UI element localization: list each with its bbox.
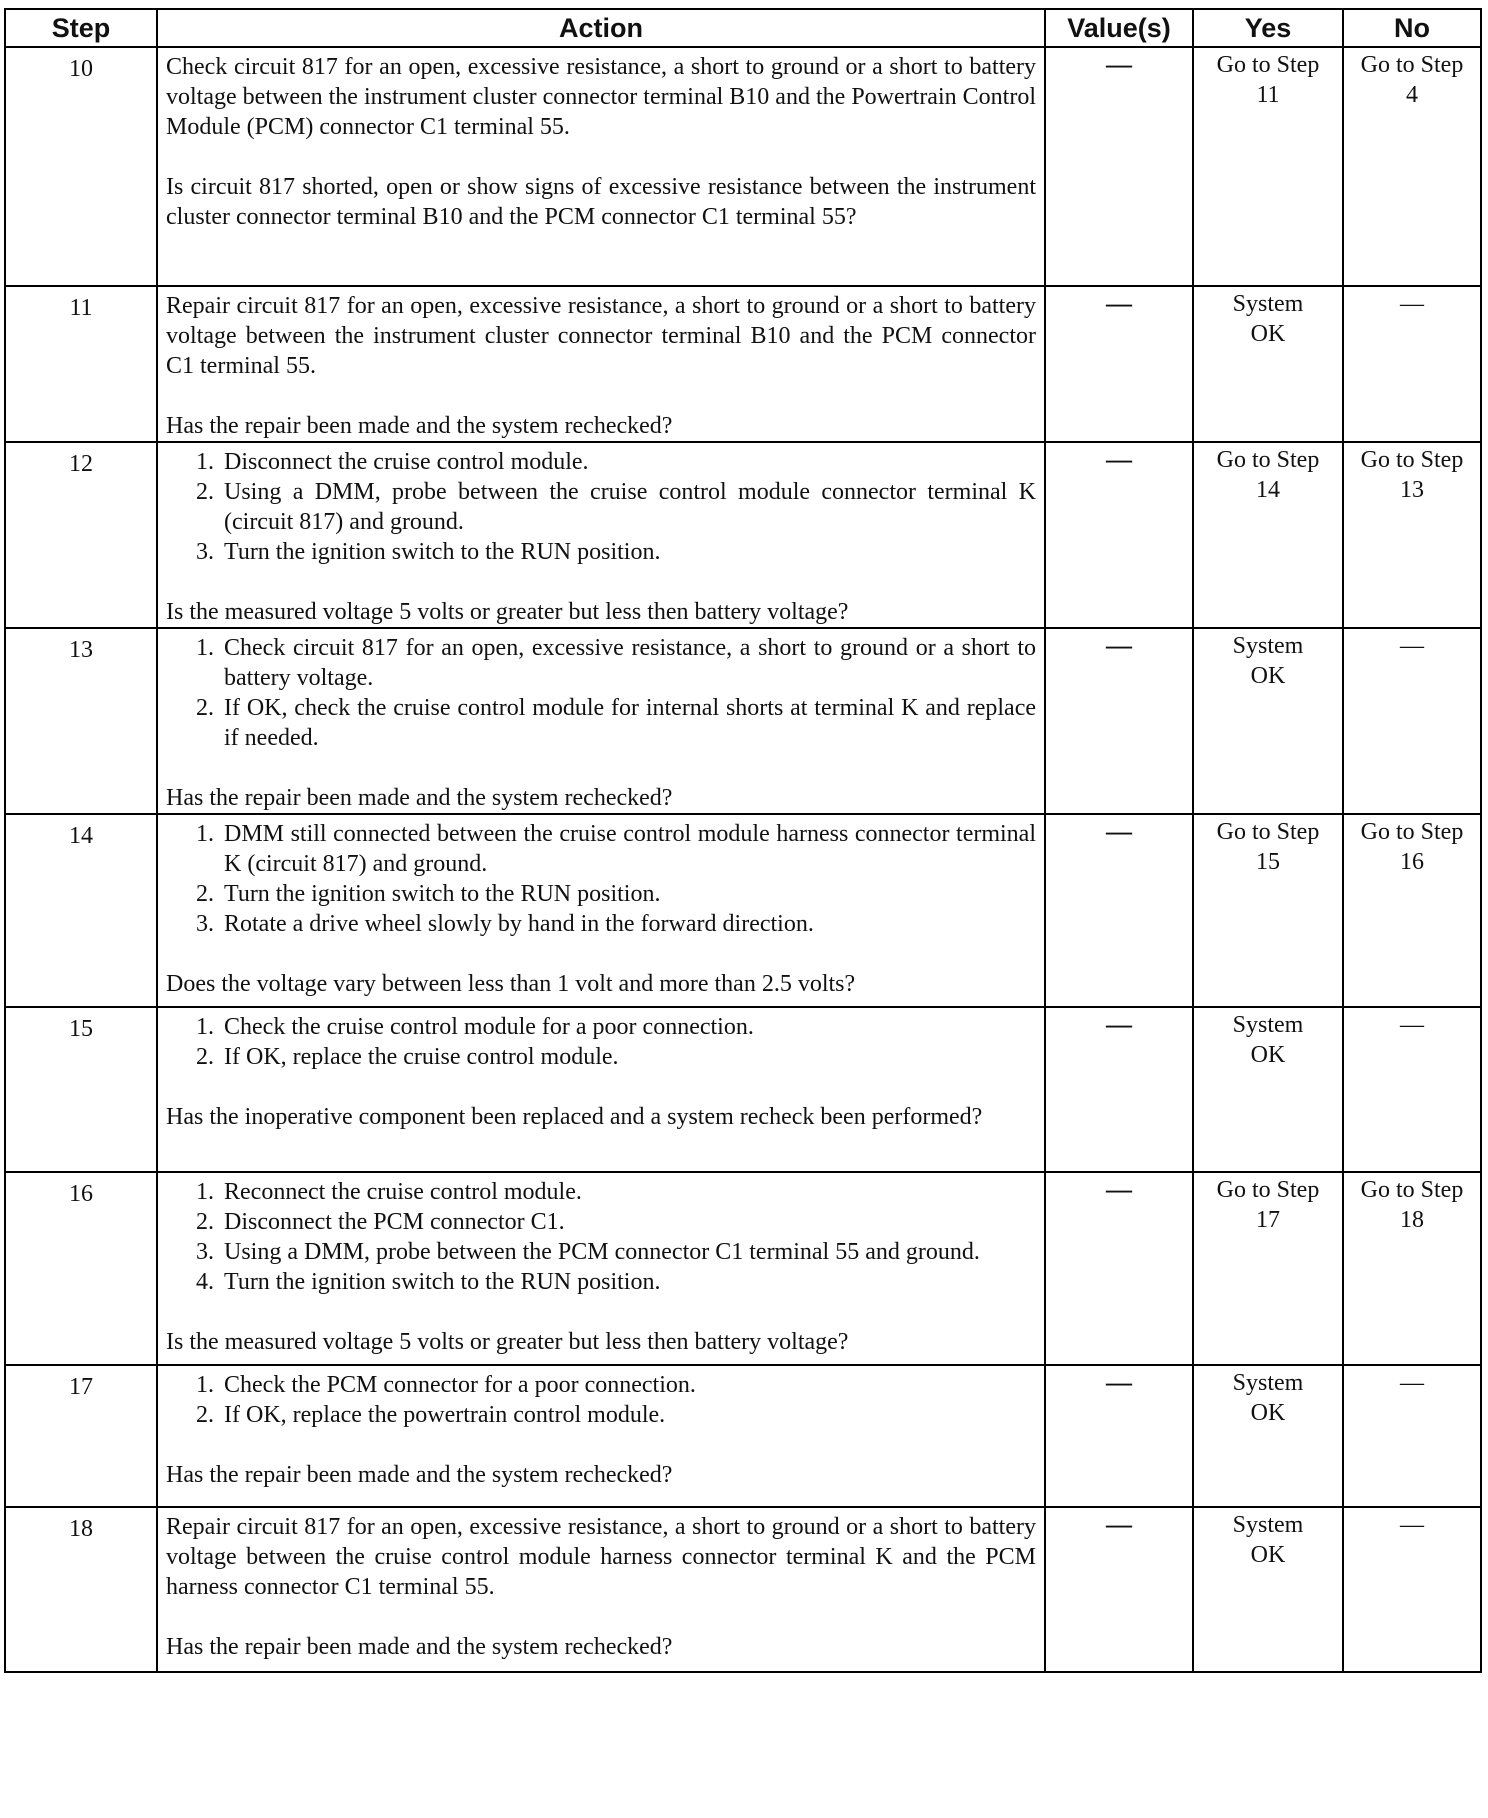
action-step-item: 3. Turn the ignition switch to the RUN position. [220,537,1036,567]
header-row [5,9,1481,47]
header-yes: Yes [1193,9,1343,47]
no-result [1343,47,1481,286]
yes-result-line: OK [1250,321,1286,347]
yes-result-line: OK [1250,1542,1286,1568]
action-steps-list [166,447,1036,567]
action-question: Has the repair been made and the system rechecked? [166,1462,673,1488]
table-row [5,814,1481,1007]
action-question: Does the voltage vary between less than 1 volt and more than 2.5 volts? [166,971,856,997]
action-steps-list [166,633,1036,753]
no-result-line: — [1400,633,1424,659]
table-row [5,1507,1481,1672]
action-steps-list [166,1370,1036,1430]
action-question: Has the repair been made and the system rechecked? [166,413,673,439]
yes-result-line: OK [1250,1400,1286,1426]
action-step-item: 1. Check the cruise control module for a poor connection. [220,1012,1036,1042]
action-text: Repair circuit 817 for an open, excessive resistance, a short to ground or a short to battery voltage between the instrument cluster connector terminal B10 and the PCM connector C1 terminal 55. [166,293,1036,379]
no-result-line: Go to Step [1360,447,1464,473]
action-step-item: 1. Check circuit 817 for an open, excessive resistance, a short to ground or a short to battery voltage. [220,633,1036,693]
action-step-item: 2. Using a DMM, probe between the cruise control module connector terminal K (circuit 817) and ground. [220,477,1036,537]
no-result [1343,628,1481,814]
no-result [1343,1007,1481,1172]
action-step-item: 1. Reconnect the cruise control module. [220,1177,1036,1207]
header-values: Value(s) [1045,9,1193,47]
action-cell [157,814,1045,1007]
no-result-line: Go to Step [1360,52,1464,78]
action-cell [157,1365,1045,1507]
action-step-item: 3. Rotate a drive wheel slowly by hand in the forward direction. [220,909,1036,939]
action-step-item: 1. DMM still connected between the cruise control module harness connector terminal K (circuit 817) and ground. [220,819,1036,879]
yes-result-line: Go to Step [1216,1177,1320,1203]
header-action: Action [157,9,1045,47]
yes-result [1193,47,1343,286]
action-text: Repair circuit 817 for an open, excessive resistance, a short to ground or a short to battery voltage between the cruise control module harness connector terminal K and the PCM harness connector C1 terminal 55. [166,1514,1036,1600]
no-result-line: Go to Step [1360,1177,1464,1203]
yes-result-line: Go to Step [1216,819,1320,845]
yes-result [1193,286,1343,442]
step-number: 12 [5,442,157,628]
yes-result-line: 15 [1256,849,1280,875]
yes-result-line: System [1232,633,1304,659]
no-result [1343,814,1481,1007]
value-cell: — [1045,1365,1193,1507]
action-question: Is circuit 817 shorted, open or show signs of excessive resistance between the instrument cluster connector terminal B10 and the PCM connector C1 terminal 55? [166,174,1036,230]
action-cell [157,1172,1045,1365]
table-row [5,628,1481,814]
value-cell: — [1045,1172,1193,1365]
value-cell: — [1045,1507,1193,1672]
action-text: Check circuit 817 for an open, excessive resistance, a short to ground or a short to battery voltage between the instrument cluster connector terminal B10 and the Powertrain Control Module (PCM) connector C1 terminal 55. [166,54,1036,140]
action-step-item: 2. If OK, check the cruise control module for internal shorts at terminal K and replace if needed. [220,693,1036,753]
step-number: 18 [5,1507,157,1672]
no-result [1343,1365,1481,1507]
yes-result-line: Go to Step [1216,52,1320,78]
table-body [5,47,1481,1672]
value-cell: — [1045,628,1193,814]
step-number: 16 [5,1172,157,1365]
step-number: 14 [5,814,157,1007]
yes-result-line: 11 [1256,82,1280,108]
action-question: Has the inoperative component been replaced and a system recheck been performed? [166,1104,983,1130]
action-question: Is the measured voltage 5 volts or greater but less then battery voltage? [166,599,849,625]
action-cell [157,47,1045,286]
action-steps-list [166,819,1036,939]
action-step-item: 4. Turn the ignition switch to the RUN position. [220,1267,1036,1297]
value-cell: — [1045,47,1193,286]
action-cell [157,1507,1045,1672]
step-number: 13 [5,628,157,814]
yes-result-line: 14 [1256,477,1280,503]
no-result-line: 4 [1406,82,1418,108]
action-cell [157,286,1045,442]
action-question: Is the measured voltage 5 volts or greater but less then battery voltage? [166,1329,849,1355]
step-number: 10 [5,47,157,286]
action-step-item: 1. Disconnect the cruise control module. [220,447,1036,477]
table-row [5,286,1481,442]
yes-result [1193,442,1343,628]
step-number: 11 [5,286,157,442]
no-result-line: 18 [1400,1207,1424,1233]
diagnostic-table [4,8,1482,1673]
yes-result-line: System [1232,1012,1304,1038]
action-step-item: 2. Disconnect the PCM connector C1. [220,1207,1036,1237]
yes-result [1193,814,1343,1007]
yes-result [1193,1007,1343,1172]
table-row [5,442,1481,628]
action-cell [157,1007,1045,1172]
header-step: Step [5,9,157,47]
action-step-item: 2. If OK, replace the powertrain control module. [220,1400,1036,1430]
action-question: Has the repair been made and the system rechecked? [166,785,673,811]
action-cell [157,442,1045,628]
yes-result-line: OK [1250,663,1286,689]
no-result-line: 13 [1400,477,1424,503]
action-step-item: 3. Using a DMM, probe between the PCM connector C1 terminal 55 and ground. [220,1237,1036,1267]
table-row [5,1172,1481,1365]
yes-result-line: System [1232,1512,1304,1538]
no-result-line: Go to Step [1360,819,1464,845]
yes-result [1193,1172,1343,1365]
step-number: 17 [5,1365,157,1507]
header-no: No [1343,9,1481,47]
table-row [5,1007,1481,1172]
yes-result-line: System [1232,1370,1304,1396]
value-cell: — [1045,286,1193,442]
no-result [1343,1507,1481,1672]
no-result [1343,286,1481,442]
action-question: Has the repair been made and the system rechecked? [166,1634,673,1660]
no-result-line: — [1400,1370,1424,1396]
no-result-line: — [1400,1512,1424,1538]
action-step-item: 2. If OK, replace the cruise control module. [220,1042,1036,1072]
yes-result-line: System [1232,291,1304,317]
yes-result-line: Go to Step [1216,447,1320,473]
step-number: 15 [5,1007,157,1172]
value-cell: — [1045,1007,1193,1172]
yes-result-line: OK [1250,1042,1286,1068]
no-result-line: — [1400,1012,1424,1038]
yes-result [1193,1507,1343,1672]
yes-result-line: 17 [1256,1207,1280,1233]
no-result-line: — [1400,291,1424,317]
action-cell [157,628,1045,814]
table-row [5,47,1481,286]
value-cell: — [1045,814,1193,1007]
action-steps-list [166,1177,1036,1297]
yes-result [1193,628,1343,814]
no-result-line: 16 [1400,849,1424,875]
no-result [1343,1172,1481,1365]
value-cell: — [1045,442,1193,628]
yes-result [1193,1365,1343,1507]
action-step-item: 1. Check the PCM connector for a poor connection. [220,1370,1036,1400]
table-row [5,1365,1481,1507]
no-result [1343,442,1481,628]
action-steps-list [166,1012,1036,1072]
action-step-item: 2. Turn the ignition switch to the RUN position. [220,879,1036,909]
